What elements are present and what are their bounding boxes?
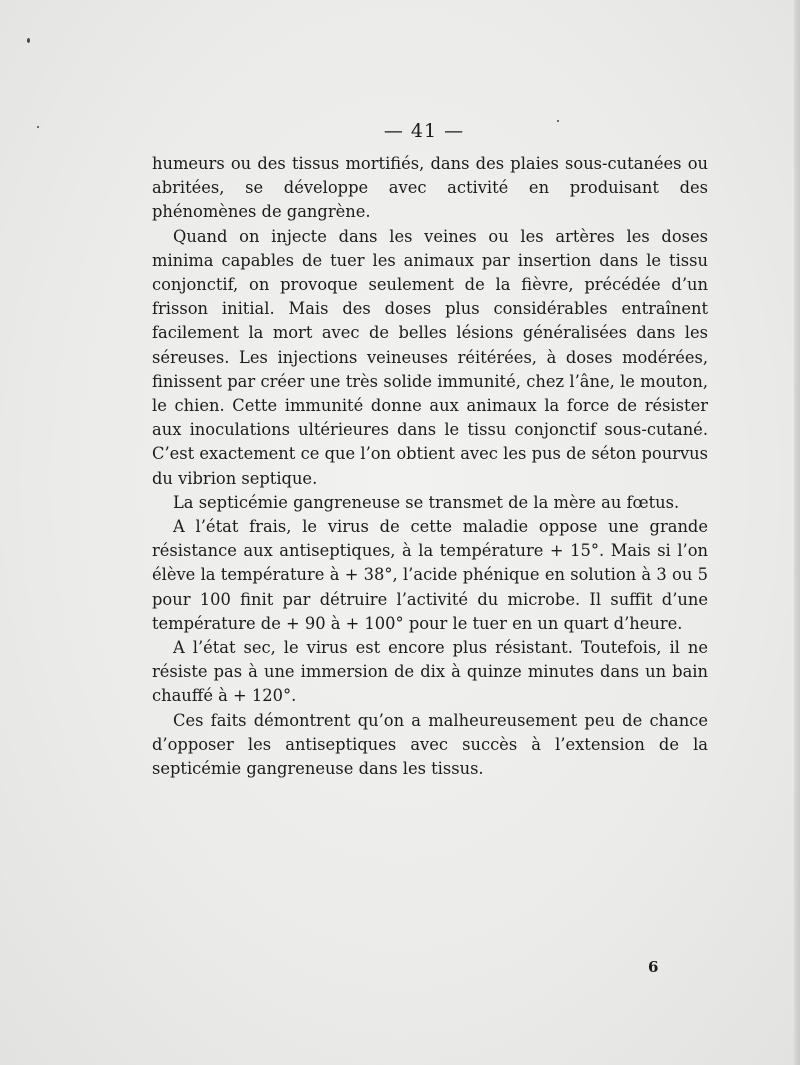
page-edge: [794, 0, 800, 1065]
ink-speck: [27, 38, 30, 43]
paragraph: A l’état frais, le virus de cette maladie oppose une grande résistance aux antiseptiques, à la température + 15°. Mais si l’on élève la température à + 38°, l’acide phénique en solution à 3 ou 5 pour 100 finit par détruire l’activité du microbe. Il suffit d’une température de + 90 à + 100° pour le tuer en un quart d’heure.: [152, 517, 708, 633]
paragraph: La septicémie gangreneuse se transmet de la mère au fœtus.: [173, 492, 680, 512]
signature-mark: 6: [648, 958, 659, 976]
paragraph: A l’état sec, le virus est encore plus résistant. Toutefois, il ne résiste pas à une immersion de dix à quinze minutes dans un bain chauffé à + 120°.: [152, 638, 708, 706]
body-text: [152, 152, 708, 781]
paragraph: Quand on injecte dans les veines ou les artères les doses minima capables de tuer les animaux par insertion dans le tissu conjonctif, on provoque seulement de la fièvre, précédée d’un frisson initial. Mais des doses plus considérables entraînent facilement la mort avec de belles lésions généralisées dans les séreuses. Les injections veineuses réitérées, à doses modérées, finissent par créer une très solide immunité, chez l’âne, le mouton, le chien. Cette immunité donne aux animaux la force de résister aux inoculations ultérieures dans le tissu conjonctif sous-cutané. C’est exactement ce que l’on obtient avec les pus de séton pourvus du vibrion septique.: [152, 226, 708, 488]
paragraph: humeurs ou des tissus mortifiés, dans des plaies sous-cutanées ou abritées, se développe avec activité en produisant des phénomènes de gangrène.: [152, 154, 708, 222]
page-number: — 41 —: [383, 120, 465, 142]
paragraph: Ces faits démontrent qu’on a malheureusement peu de chance d’opposer les antiseptiques avec succès à l’extension de la septicémie gangreneuse dans les tissus.: [152, 710, 708, 779]
